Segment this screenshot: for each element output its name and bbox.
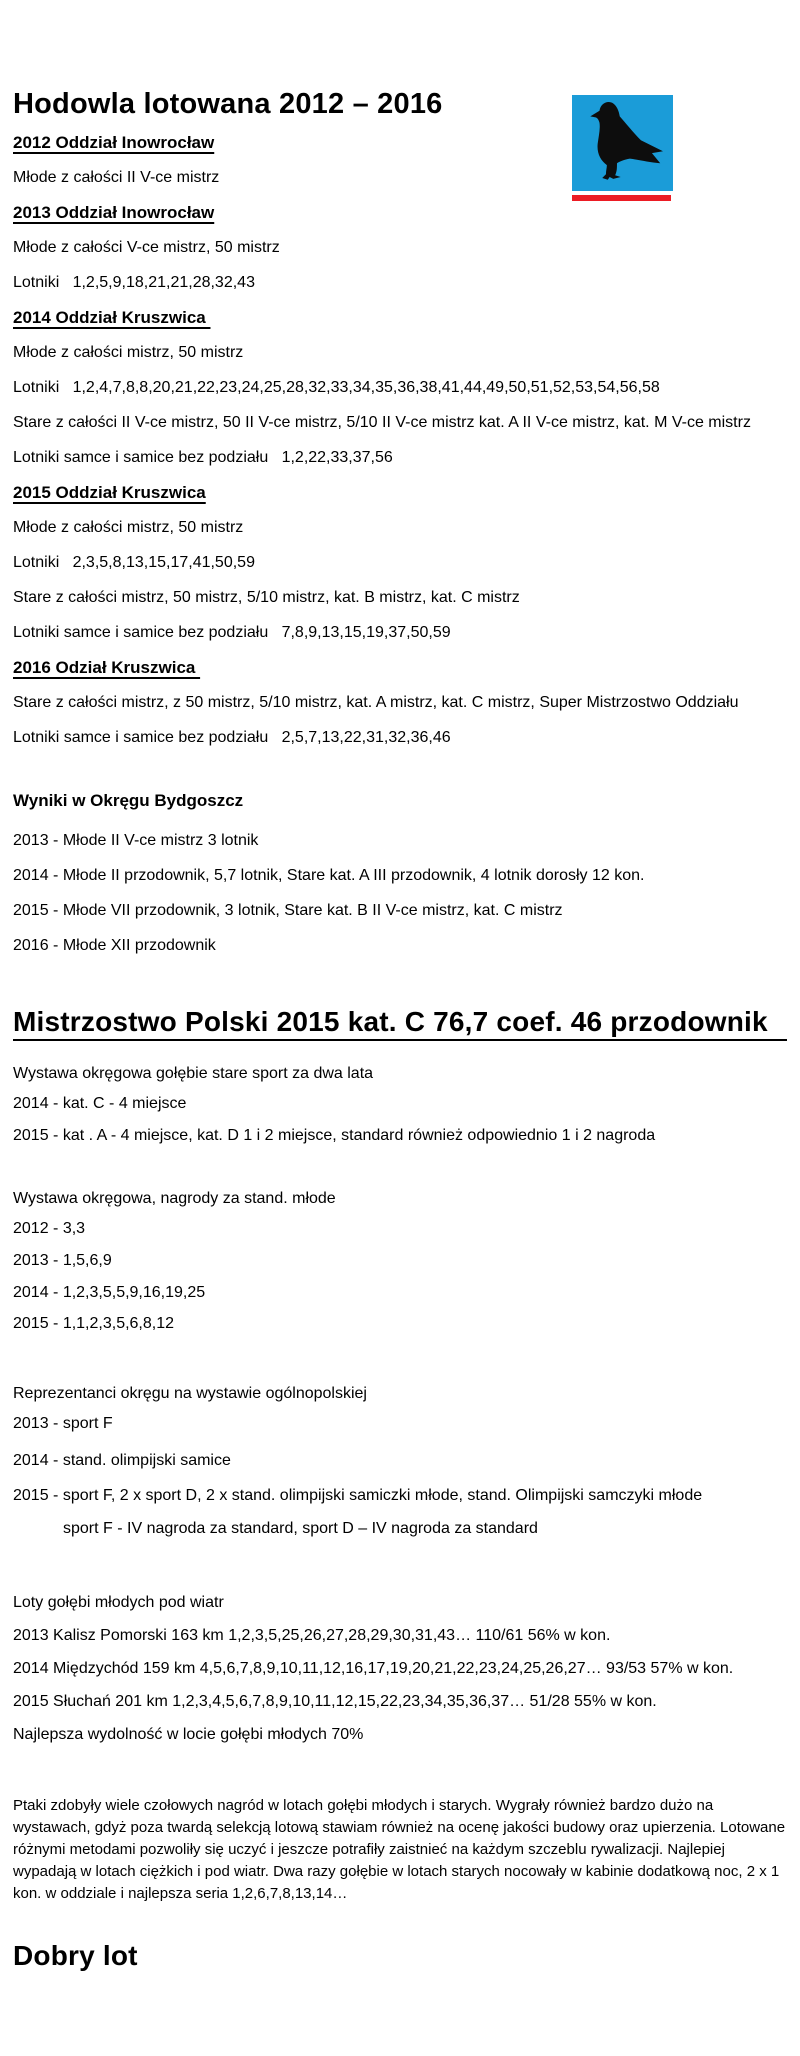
result-line: 2014 Międzychód 159 km 4,5,6,7,8,9,10,11,12,16,17,19,20,21,22,23,24,25,26,27… 93/53 57% w kon. [13,1660,734,1677]
result-line: 2014 - 1,2,3,5,5,9,16,19,25 [13,1284,206,1301]
section-header-2015: 2015 Oddział Kruszwica [13,483,206,502]
section-header-2014: 2014 Oddział Kruszwica [13,308,211,327]
section-header-wyniki: Wyniki w Okręgu Bydgoszcz [13,791,244,810]
result-line: Wystawa okręgowa, nagrody za stand. młode [13,1190,336,1207]
championship-heading: Mistrzostwo Polski 2015 kat. C 76,7 coef. 46 przodownik [13,1005,787,1041]
result-line: 2013 Kalisz Pomorski 163 km 1,2,3,5,25,26,27,28,29,30,31,43… 110/61 56% w kon. [13,1627,611,1644]
result-line: Młode z całości mistrz, 50 mistrz [13,519,244,536]
result-line: Młode z całości II V-ce mistrz [13,169,220,186]
result-line: Lotniki samce i samice bez podziału 7,8,9,13,15,19,37,50,59 [13,624,451,641]
document-body [0,88,800,1973]
result-line: sport F - IV nagroda za standard, sport D – IV nagroda za standard [63,1520,538,1537]
section-header-2012: 2012 Oddział Inowrocław [13,133,215,152]
result-line: 2015 - Młode VII przodownik, 3 lotnik, Stare kat. B II V-ce mistrz, kat. C mistrz [13,902,563,919]
result-line: Lotniki 1,2,4,7,8,8,20,21,22,23,24,25,28,32,33,34,35,36,38,41,44,49,50,51,52,53,54,56,58 [13,379,660,396]
result-line: Lotniki 2,3,5,8,13,15,17,41,50,59 [13,554,255,571]
result-line: 2014 - kat. C - 4 miejsce [13,1095,187,1112]
result-line: 2013 - Młode II V-ce mistrz 3 lotnik [13,832,259,849]
result-line: 2013 - sport F [13,1415,113,1432]
page-title: Hodowla lotowana 2012 – 2016 [13,88,443,120]
result-line: 2015 - 1,1,2,3,5,6,8,12 [13,1315,175,1332]
result-line: Młode z całości V-ce mistrz, 50 mistrz [13,239,280,256]
result-line: Lotniki samce i samice bez podziału 2,5,7,13,22,31,32,36,46 [13,729,451,746]
section-header-2013: 2013 Oddział Inowrocław [13,203,215,222]
closing-title: Dobry lot [13,1940,138,1971]
result-line: 2015 - sport F, 2 x sport D, 2 x stand. olimpijski samiczki młode, stand. Olimpijski samczyki młode [13,1487,703,1504]
result-line: 2014 - stand. olimpijski samice [13,1452,231,1469]
document-page [0,88,800,2056]
result-line: Reprezentanci okręgu na wystawie ogólnopolskiej [13,1385,367,1402]
result-line: Lotniki 1,2,5,9,18,21,21,28,32,43 [13,274,255,291]
result-line: Loty gołębi młodych pod wiatr [13,1594,224,1611]
result-line: Stare z całości II V-ce mistrz, 50 II V-ce mistrz, 5/10 II V-ce mistrz kat. A II V-ce mistrz, kat. M V-ce mistrz [13,414,751,431]
result-line: Młode z całości mistrz, 50 mistrz [13,344,244,361]
result-line: 2015 Słuchań 201 km 1,2,3,4,5,6,7,8,9,10,11,12,15,22,23,34,35,36,37… 51/28 55% w kon. [13,1693,657,1710]
result-line: 2014 - Młode II przodownik, 5,7 lotnik, Stare kat. A III przodownik, 4 lotnik dorosły 12 kon. [13,867,645,884]
result-line: 2012 - 3,3 [13,1220,86,1237]
result-line: Wystawa okręgowa gołębie stare sport za dwa lata [13,1065,374,1082]
section-header-2016: 2016 Odział Kruszwica [13,658,201,677]
result-line: 2015 - kat . A - 4 miejsce, kat. D 1 i 2 miejsce, standard również odpowiednio 1 i 2 nagroda [13,1127,656,1144]
result-line: Stare z całości mistrz, z 50 mistrz, 5/10 mistrz, kat. A mistrz, kat. C mistrz, Super Mistrzostwo Oddziału [13,694,739,711]
result-line: Najlepsza wydolność w locie gołębi młodych 70% [13,1726,364,1743]
result-line: 2013 - 1,5,6,9 [13,1252,112,1269]
result-line: Lotniki samce i samice bez podziału 1,2,22,33,37,56 [13,449,393,466]
summary-paragraph: Ptaki zdobyły wiele czołowych nagród w lotach gołębi młodych i starych. Wygrały również bardzo dużo na wystawach, gdyż poza twardą selekcją lotową stawiam również na ocenę jakości budowy oraz upierzenia. Lotowane różnymi metodami pozwoliły się uczyć i jeszcze potrafiły zaistnieć na każdym szczeblu rywalizacji. Najlepiej wypadają w lotach ciężkich i pod wiatr. Dwa razy gołębie w lotach starych nocowały w kabinie dodatkową noc, 2 x 1 kon. w oddziale i najlepsza seria 1,2,6,7,8,13,14… [13,1797,786,1902]
result-line: Stare z całości mistrz, 50 mistrz, 5/10 mistrz, kat. B mistrz, kat. C mistrz [13,589,520,606]
result-line: 2016 - Młode XII przodownik [13,937,216,954]
